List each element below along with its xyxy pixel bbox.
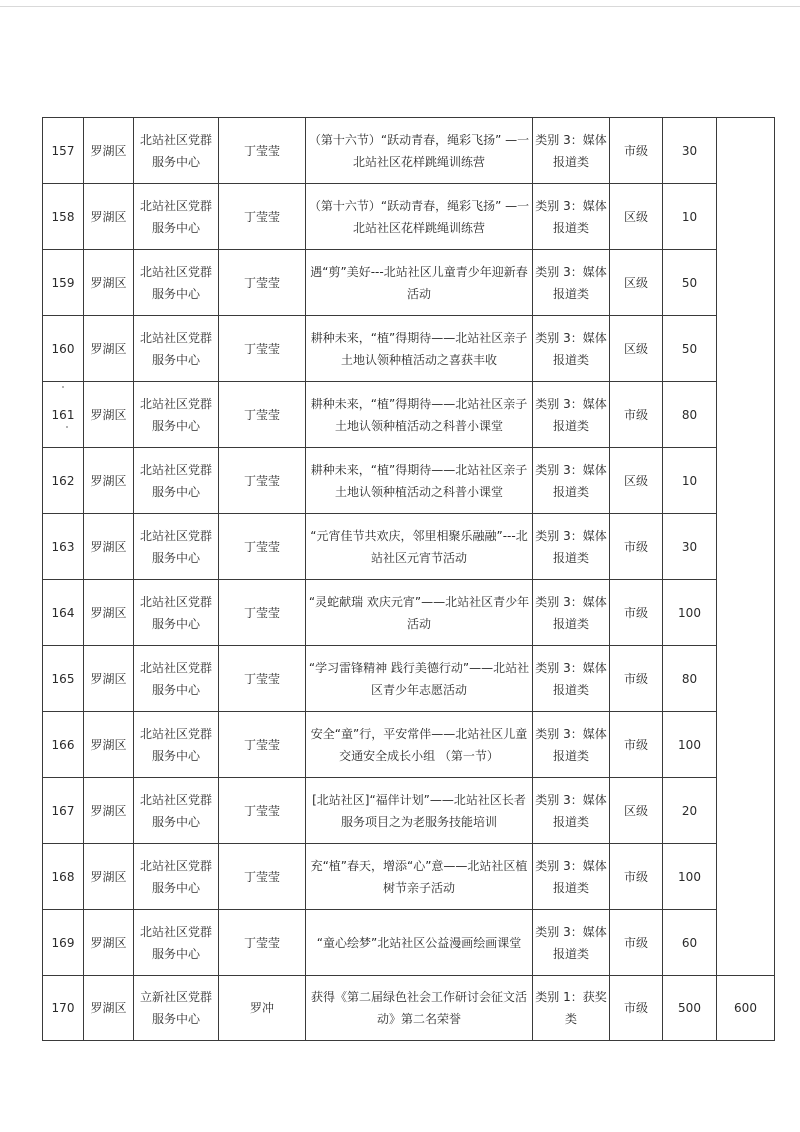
district-cell: 罗湖区 bbox=[84, 778, 134, 844]
category-cell: 类别 3：媒体报道类 bbox=[533, 646, 610, 712]
category-cell: 类别 3：媒体报道类 bbox=[533, 382, 610, 448]
score-cell: 20 bbox=[663, 778, 717, 844]
score-cell: 100 bbox=[663, 580, 717, 646]
category-cell: 类别 3：媒体报道类 bbox=[533, 580, 610, 646]
row-number: 167 bbox=[43, 778, 84, 844]
person-cell: 丁莹莹 bbox=[219, 514, 306, 580]
level-cell: 区级 bbox=[610, 316, 663, 382]
activity-title-cell: [北站社区]“福伴计划”——北站社区长者服务项目之为老服务技能培训 bbox=[306, 778, 533, 844]
activity-title-cell: 安全“童”行，平安常伴——北站社区儿童交通安全成长小组 （第一节） bbox=[306, 712, 533, 778]
person-cell: 丁莹莹 bbox=[219, 778, 306, 844]
district-cell: 罗湖区 bbox=[84, 184, 134, 250]
person-cell: 丁莹莹 bbox=[219, 382, 306, 448]
level-cell: 区级 bbox=[610, 448, 663, 514]
total-score-cell bbox=[717, 910, 775, 976]
category-cell: 类别 3：媒体报道类 bbox=[533, 910, 610, 976]
district-cell: 罗湖区 bbox=[84, 712, 134, 778]
activity-title-cell: 耕种未来，“植”得期待——北站社区亲子土地认领种植活动之喜获丰收 bbox=[306, 316, 533, 382]
total-score-cell bbox=[717, 184, 775, 250]
activity-title-cell: 获得《第二届绿色社会工作研讨会征文活动》第二名荣誉 bbox=[306, 976, 533, 1041]
award-table bbox=[42, 117, 775, 1041]
district-cell: 罗湖区 bbox=[84, 580, 134, 646]
level-cell: 市级 bbox=[610, 118, 663, 184]
table-row bbox=[43, 448, 775, 514]
category-cell: 类别 3：媒体报道类 bbox=[533, 712, 610, 778]
activity-title-cell: （第十六节）“跃动青春，绳彩飞扬” —一北站社区花样跳绳训练营 bbox=[306, 118, 533, 184]
activity-title-cell: 耕种未来，“植”得期待——北站社区亲子土地认领种植活动之科普小课堂 bbox=[306, 382, 533, 448]
category-cell: 类别 3：媒体报道类 bbox=[533, 778, 610, 844]
level-cell: 市级 bbox=[610, 646, 663, 712]
person-cell: 丁莹莹 bbox=[219, 316, 306, 382]
score-cell: 30 bbox=[663, 118, 717, 184]
organization-cell: 北站社区党群服务中心 bbox=[134, 316, 219, 382]
level-cell: 市级 bbox=[610, 712, 663, 778]
organization-cell: 北站社区党群服务中心 bbox=[134, 448, 219, 514]
district-cell: 罗湖区 bbox=[84, 118, 134, 184]
person-cell: 丁莹莹 bbox=[219, 910, 306, 976]
row-number: 168 bbox=[43, 844, 84, 910]
row-number: 166 bbox=[43, 712, 84, 778]
row-number: 164 bbox=[43, 580, 84, 646]
activity-title-cell: （第十六节）“跃动青春，绳彩飞扬” —一北站社区花样跳绳训练营 bbox=[306, 184, 533, 250]
table-row bbox=[43, 382, 775, 448]
level-cell: 区级 bbox=[610, 184, 663, 250]
organization-cell: 北站社区党群服务中心 bbox=[134, 712, 219, 778]
row-number: 163 bbox=[43, 514, 84, 580]
table-row bbox=[43, 778, 775, 844]
activity-title-cell: “灵蛇献瑞 欢庆元宵”——北站社区青少年活动 bbox=[306, 580, 533, 646]
category-cell: 类别 1：获奖类 bbox=[533, 976, 610, 1041]
district-cell: 罗湖区 bbox=[84, 844, 134, 910]
table-row bbox=[43, 514, 775, 580]
table-body bbox=[43, 118, 775, 1041]
table-row bbox=[43, 646, 775, 712]
category-cell: 类别 3：媒体报道类 bbox=[533, 514, 610, 580]
row-number: 169 bbox=[43, 910, 84, 976]
score-cell: 60 bbox=[663, 910, 717, 976]
score-cell: 80 bbox=[663, 382, 717, 448]
organization-cell: 北站社区党群服务中心 bbox=[134, 844, 219, 910]
table-row bbox=[43, 250, 775, 316]
category-cell: 类别 3：媒体报道类 bbox=[533, 184, 610, 250]
organization-cell: 北站社区党群服务中心 bbox=[134, 118, 219, 184]
person-cell: 丁莹莹 bbox=[219, 184, 306, 250]
person-cell: 丁莹莹 bbox=[219, 712, 306, 778]
score-cell: 10 bbox=[663, 184, 717, 250]
district-cell: 罗湖区 bbox=[84, 976, 134, 1041]
level-cell: 市级 bbox=[610, 844, 663, 910]
total-score-cell bbox=[717, 580, 775, 646]
district-cell: 罗湖区 bbox=[84, 316, 134, 382]
level-cell: 市级 bbox=[610, 910, 663, 976]
score-cell: 100 bbox=[663, 844, 717, 910]
category-cell: 类别 3：媒体报道类 bbox=[533, 250, 610, 316]
level-cell: 区级 bbox=[610, 778, 663, 844]
district-cell: 罗湖区 bbox=[84, 910, 134, 976]
total-score-cell bbox=[717, 778, 775, 844]
total-score-cell bbox=[717, 382, 775, 448]
district-cell: 罗湖区 bbox=[84, 250, 134, 316]
category-cell: 类别 3：媒体报道类 bbox=[533, 844, 610, 910]
total-score-cell bbox=[717, 844, 775, 910]
score-cell: 10 bbox=[663, 448, 717, 514]
page-top-rule bbox=[0, 6, 800, 7]
organization-cell: 北站社区党群服务中心 bbox=[134, 184, 219, 250]
total-score-cell bbox=[717, 118, 775, 184]
organization-cell: 立新社区党群服务中心 bbox=[134, 976, 219, 1041]
organization-cell: 北站社区党群服务中心 bbox=[134, 580, 219, 646]
organization-cell: 北站社区党群服务中心 bbox=[134, 646, 219, 712]
person-cell: 丁莹莹 bbox=[219, 844, 306, 910]
total-score-cell bbox=[717, 250, 775, 316]
activity-title-cell: “元宵佳节共欢庆，邻里相聚乐融融”---北站社区元宵节活动 bbox=[306, 514, 533, 580]
district-cell: 罗湖区 bbox=[84, 448, 134, 514]
person-cell: 丁莹莹 bbox=[219, 250, 306, 316]
total-score-cell: 600 bbox=[717, 976, 775, 1041]
score-cell: 80 bbox=[663, 646, 717, 712]
category-cell: 类别 3：媒体报道类 bbox=[533, 316, 610, 382]
table-row bbox=[43, 316, 775, 382]
table-row bbox=[43, 580, 775, 646]
level-cell: 市级 bbox=[610, 514, 663, 580]
activity-title-cell: 遇“剪”美好---北站社区儿童青少年迎新春活动 bbox=[306, 250, 533, 316]
score-cell: 50 bbox=[663, 316, 717, 382]
row-number: 165 bbox=[43, 646, 84, 712]
row-number: 158 bbox=[43, 184, 84, 250]
level-cell: 区级 bbox=[610, 250, 663, 316]
person-cell: 丁莹莹 bbox=[219, 580, 306, 646]
level-cell: 市级 bbox=[610, 580, 663, 646]
row-number: 161 bbox=[43, 382, 84, 448]
activity-title-cell: 充“植”春天，增添“心”意——北站社区植树节亲子活动 bbox=[306, 844, 533, 910]
table-row bbox=[43, 184, 775, 250]
row-number: 157 bbox=[43, 118, 84, 184]
person-cell: 丁莹莹 bbox=[219, 118, 306, 184]
row-number: 160 bbox=[43, 316, 84, 382]
category-cell: 类别 3：媒体报道类 bbox=[533, 448, 610, 514]
table-row bbox=[43, 976, 775, 1041]
organization-cell: 北站社区党群服务中心 bbox=[134, 910, 219, 976]
organization-cell: 北站社区党群服务中心 bbox=[134, 778, 219, 844]
table-row bbox=[43, 910, 775, 976]
person-cell: 罗冲 bbox=[219, 976, 306, 1041]
score-cell: 50 bbox=[663, 250, 717, 316]
score-cell: 100 bbox=[663, 712, 717, 778]
district-cell: 罗湖区 bbox=[84, 382, 134, 448]
table-row bbox=[43, 712, 775, 778]
total-score-cell bbox=[717, 316, 775, 382]
activity-title-cell: 耕种未来，“植”得期待——北站社区亲子土地认领种植活动之科普小课堂 bbox=[306, 448, 533, 514]
person-cell: 丁莹莹 bbox=[219, 646, 306, 712]
district-cell: 罗湖区 bbox=[84, 514, 134, 580]
table-row bbox=[43, 118, 775, 184]
organization-cell: 北站社区党群服务中心 bbox=[134, 250, 219, 316]
score-cell: 500 bbox=[663, 976, 717, 1041]
total-score-cell bbox=[717, 646, 775, 712]
table-row bbox=[43, 844, 775, 910]
organization-cell: 北站社区党群服务中心 bbox=[134, 514, 219, 580]
row-number: 170 bbox=[43, 976, 84, 1041]
total-score-cell bbox=[717, 514, 775, 580]
activity-title-cell: “童心绘梦”北站社区公益漫画绘画课堂 bbox=[306, 910, 533, 976]
total-score-cell bbox=[717, 712, 775, 778]
score-cell: 30 bbox=[663, 514, 717, 580]
level-cell: 市级 bbox=[610, 976, 663, 1041]
total-score-cell bbox=[717, 448, 775, 514]
row-number: 162 bbox=[43, 448, 84, 514]
activity-title-cell: “学习雷锋精神 践行美德行动”——北站社区青少年志愿活动 bbox=[306, 646, 533, 712]
level-cell: 市级 bbox=[610, 382, 663, 448]
organization-cell: 北站社区党群服务中心 bbox=[134, 382, 219, 448]
category-cell: 类别 3：媒体报道类 bbox=[533, 118, 610, 184]
district-cell: 罗湖区 bbox=[84, 646, 134, 712]
person-cell: 丁莹莹 bbox=[219, 448, 306, 514]
row-number: 159 bbox=[43, 250, 84, 316]
